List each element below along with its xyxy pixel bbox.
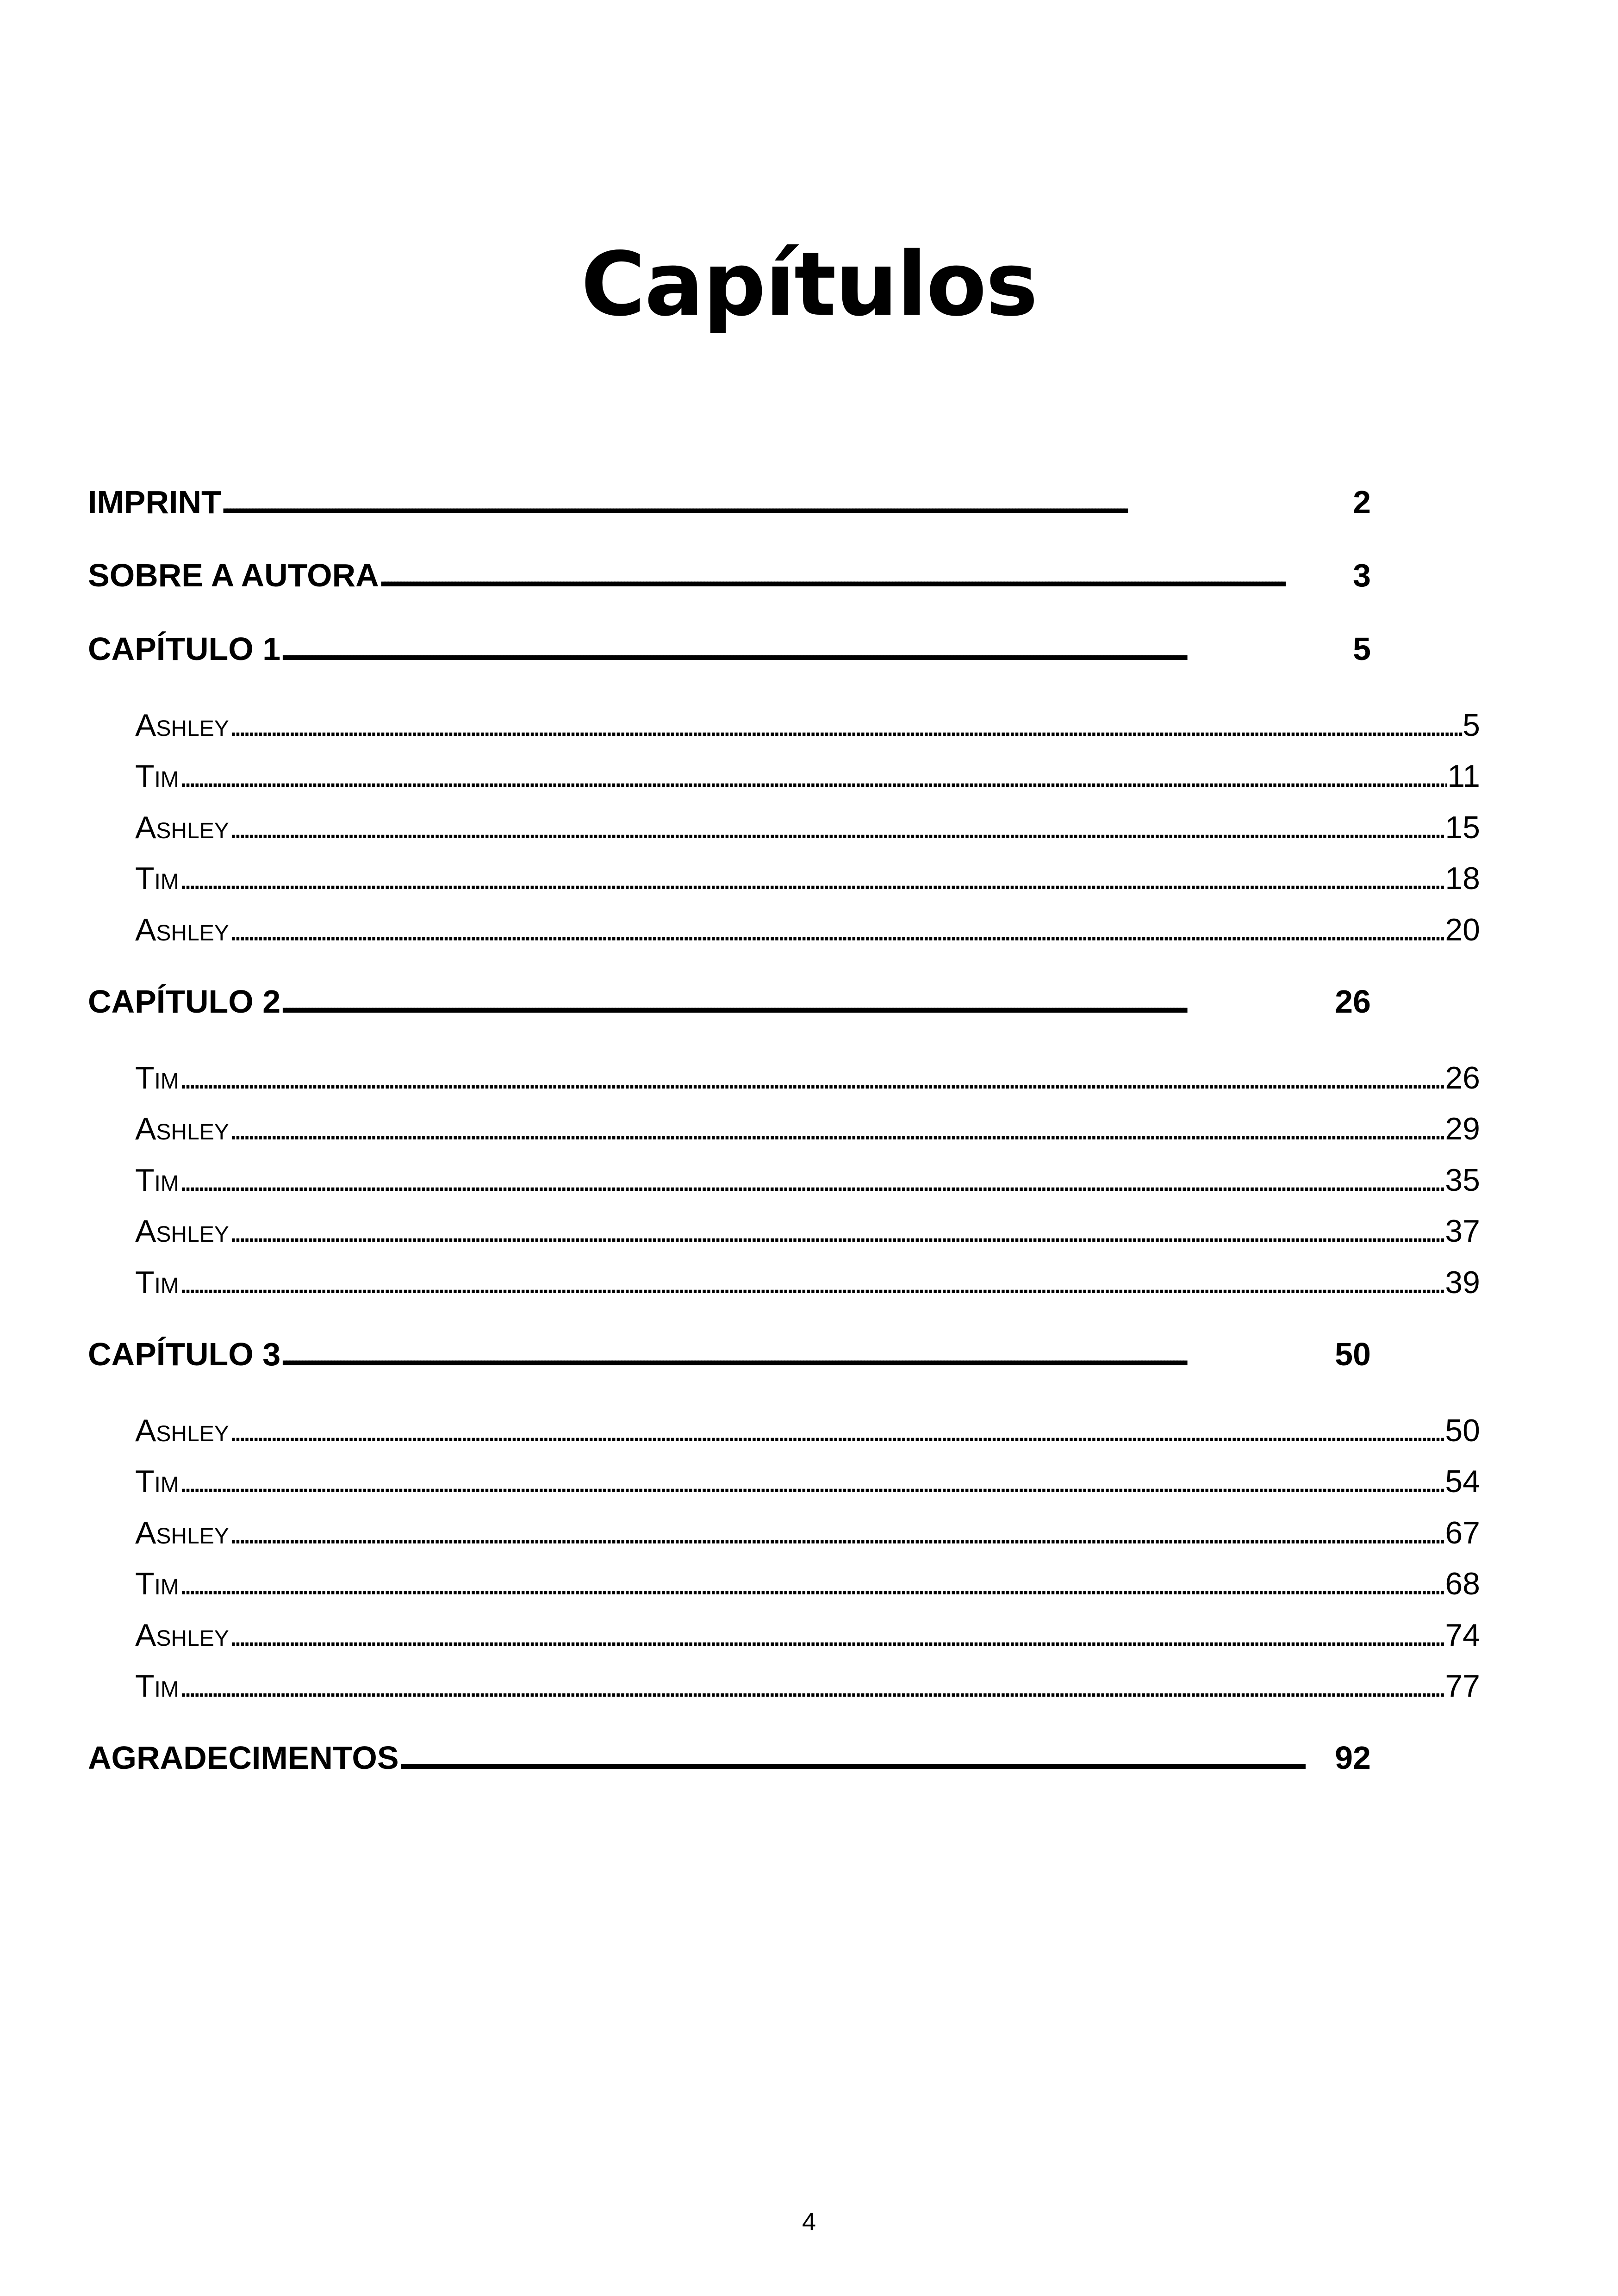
toc-subentry-label: Tim [135, 1464, 179, 1499]
toc-subentry[interactable] [135, 860, 1480, 902]
toc-subentry-page: 50 [1445, 1413, 1480, 1448]
dot-leader [229, 1213, 1445, 1249]
toc-entry-page: 2 [1353, 484, 1371, 520]
toc-subentry-page: 74 [1445, 1618, 1480, 1653]
toc-subentry[interactable] [135, 1213, 1480, 1255]
toc-subentry-page: 18 [1445, 861, 1480, 896]
toc-subentry-page: 37 [1445, 1213, 1480, 1249]
toc-subentry-page: 15 [1445, 810, 1480, 845]
toc-entry-agradecimentos[interactable] [88, 1739, 1371, 1786]
toc-entry-label: CAPÍTULO 3 [88, 1336, 281, 1372]
dot-leader [179, 1060, 1445, 1096]
toc-entry-capitulo-1[interactable] [88, 630, 1371, 677]
toc-entry-page: 26 [1335, 983, 1371, 1020]
toc-subentry[interactable] [135, 1515, 1480, 1556]
toc-entry-page: 92 [1335, 1740, 1371, 1776]
toc-subentry[interactable] [135, 809, 1480, 851]
dot-leader [399, 1739, 1335, 1776]
toc-subentry-label: Tim [135, 1668, 179, 1704]
toc-subentry[interactable] [135, 1617, 1480, 1659]
toc-subentry-page: 26 [1445, 1060, 1480, 1095]
toc-entry-sobre-a-autora[interactable] [88, 557, 1371, 603]
toc-subentry-label: Ashley [135, 810, 229, 845]
toc-subentry[interactable] [135, 1162, 1480, 1204]
toc-subentry[interactable] [135, 1412, 1480, 1454]
toc-entry-page: 3 [1353, 557, 1371, 593]
toc-entry-label: SOBRE A AUTORA [88, 557, 379, 593]
dot-leader [280, 630, 1353, 667]
toc-entry-imprint[interactable] [88, 484, 1371, 530]
toc-subentry-page: 11 [1447, 759, 1480, 794]
toc-entry-capitulo-2[interactable] [88, 983, 1371, 1029]
toc-subentry-label: Ashley [135, 708, 229, 743]
dot-leader [280, 983, 1335, 1020]
dot-leader [229, 707, 1462, 743]
page-number: 4 [802, 2208, 816, 2236]
toc-subentry-label: Ashley [135, 1213, 229, 1249]
toc-entry-label: AGRADECIMENTOS [88, 1740, 399, 1776]
toc-subentry-label: Ashley [135, 1111, 229, 1146]
dot-leader [179, 1162, 1445, 1198]
toc-subentry-page: 5 [1462, 708, 1480, 743]
toc-subentry[interactable] [135, 1566, 1480, 1607]
dot-leader [221, 484, 1353, 521]
dot-leader [229, 1617, 1445, 1653]
toc-subentry-page: 35 [1445, 1163, 1480, 1198]
toc-entry-page: 50 [1335, 1336, 1371, 1372]
toc-subentry-page: 20 [1445, 912, 1480, 947]
toc-subentry-page: 39 [1445, 1265, 1480, 1300]
dot-leader [179, 758, 1448, 794]
toc-subentry-label: Tim [135, 759, 179, 794]
toc-subentry-page: 68 [1445, 1566, 1480, 1601]
dot-leader [179, 1566, 1445, 1602]
toc-subentry-label: Ashley [135, 1618, 229, 1653]
toc-entry-label: CAPÍTULO 2 [88, 983, 281, 1020]
toc-subentry-label: Tim [135, 1265, 179, 1300]
toc-subentry-label: Tim [135, 1163, 179, 1198]
dot-leader [229, 912, 1445, 948]
toc-entry-label: CAPÍTULO 1 [88, 631, 281, 667]
toc-entry-capitulo-3[interactable] [88, 1336, 1371, 1382]
toc-entry-page: 5 [1353, 631, 1371, 667]
toc-subentry-page: 77 [1445, 1668, 1480, 1704]
dot-leader [229, 809, 1445, 846]
toc-subentry-page: 54 [1445, 1464, 1480, 1499]
dot-leader [229, 1515, 1445, 1551]
dot-leader [379, 557, 1353, 594]
toc-subentry[interactable] [135, 1060, 1480, 1101]
page-title: Capítulos [581, 233, 1037, 336]
toc-subentry-label: Tim [135, 861, 179, 896]
toc-subentry[interactable] [135, 1668, 1480, 1710]
toc-subentry-label: Tim [135, 1060, 179, 1095]
dot-leader [229, 1111, 1445, 1147]
dot-leader [179, 1463, 1445, 1500]
toc-subentry-page: 67 [1445, 1515, 1480, 1550]
dot-leader [179, 860, 1445, 896]
toc-subentry[interactable] [135, 1111, 1480, 1152]
toc-subentry-label: Ashley [135, 1413, 229, 1448]
toc-subentry[interactable] [135, 1264, 1480, 1306]
toc-subentry[interactable] [135, 1463, 1480, 1505]
toc-entry-label: IMPRINT [88, 484, 221, 520]
dot-leader [179, 1668, 1445, 1704]
toc-subentry-label: Ashley [135, 912, 229, 947]
toc-subentry-label: Tim [135, 1566, 179, 1601]
toc-subentry[interactable] [135, 758, 1480, 800]
toc-subentry-page: 29 [1445, 1111, 1480, 1146]
toc-subentry[interactable] [135, 707, 1480, 749]
dot-leader [179, 1264, 1445, 1300]
dot-leader [280, 1336, 1335, 1373]
toc-subentry-label: Ashley [135, 1515, 229, 1550]
dot-leader [229, 1412, 1445, 1449]
toc-subentry[interactable] [135, 912, 1480, 953]
